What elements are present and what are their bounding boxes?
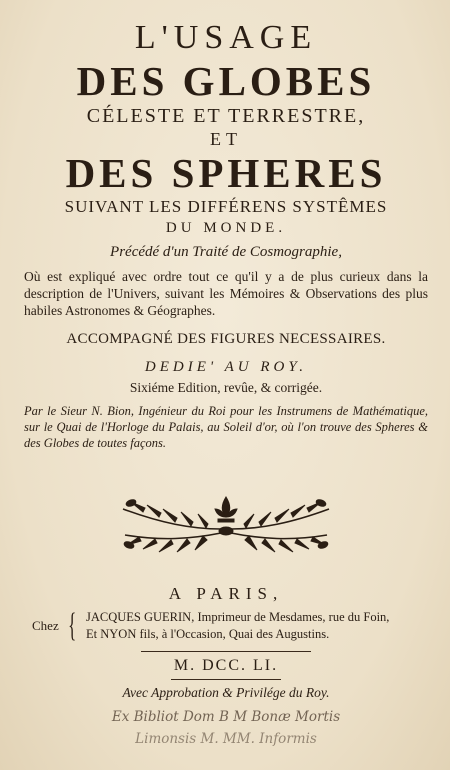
publisher-nyon: Et NYON fils, à l'Occasion, Quai des Augustins. (86, 627, 330, 641)
publisher-lines (86, 609, 430, 643)
divider-rule (141, 651, 311, 652)
title-line-globes: DES GLOBES (76, 58, 376, 104)
brace-icon: { (68, 607, 77, 644)
subtitle: Précédé d'un Traité de Cosmographie, (110, 244, 342, 260)
title-line-monde: DU MONDE. (165, 220, 287, 236)
floral-ornament-icon (111, 479, 341, 557)
description: Où est expliqué avec ordre tout ce qu'il y a de plus curieux dans la description de l'Univers, suivant les Mémoires & Observations des plus habiles Astronomes & Géographes. (24, 269, 428, 318)
handwritten-note: Limonsis M. MM. Informis (135, 731, 317, 747)
publisher-guerin: JACQUES GUERIN, Imprimeur de Mesdames, rue du Foin, (86, 610, 390, 624)
figures-line: ACCOMPAGNÉ DES FIGURES NECESSAIRES. (66, 331, 386, 347)
divider-rule-short (171, 679, 281, 680)
title-line-celeste: CÉLESTE ET TERRESTRE, (86, 105, 366, 127)
title-line-usage: L'USAGE (134, 19, 318, 56)
imprint-publishers (22, 609, 430, 645)
dedication: DEDIE' AU ROY. (144, 359, 308, 375)
title-line-spheres: DES SPHERES (65, 150, 387, 196)
imprint-year: M. DCC. LI. (173, 657, 279, 674)
privilege-line: Avec Approbation & Privilége du Roy. (122, 685, 330, 700)
title-line-systemes: SUIVANT LES DIFFÉRENS SYSTÊMES (64, 197, 388, 216)
imprint-city: A PARIS, (168, 584, 284, 603)
handwritten-ex-libris: Ex Bibliot Dom B M Bonæ Mortis (111, 709, 341, 725)
chez-label: Chez (32, 618, 59, 633)
title-line-et: ET (210, 129, 242, 149)
edition: Sixiéme Edition, revûe, & corrigée. (129, 380, 323, 395)
author-statement: Par le Sieur N. Bion, Ingénieur du Roi pour les Instrumens de Mathématique, sur le Quai de l'Horloge du Palais, au Soleil d'or, où l'on trouve des Spheres & des Globes de toutes façons. (24, 404, 428, 450)
